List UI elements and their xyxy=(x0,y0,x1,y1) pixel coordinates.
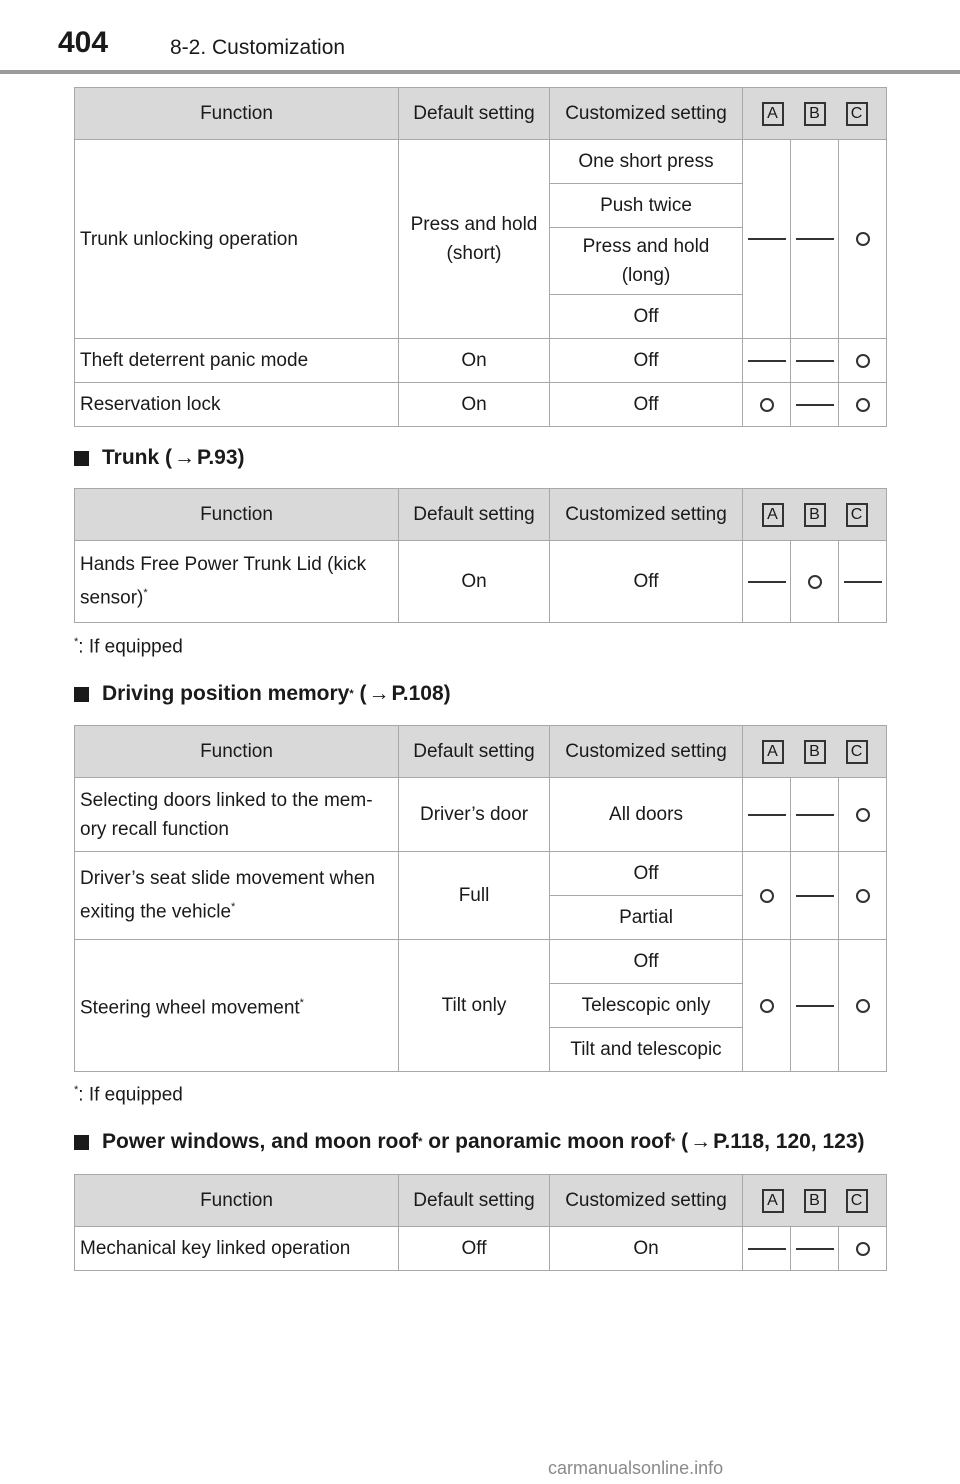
table-row xyxy=(75,383,887,427)
col-default: Default setting xyxy=(399,1175,550,1227)
circle-mark xyxy=(856,232,870,246)
dash-mark xyxy=(748,238,786,240)
b-cell xyxy=(791,339,839,383)
a-cell xyxy=(743,383,791,427)
table-trunk xyxy=(74,488,887,623)
watermark: carmanualsonline.info xyxy=(548,1458,724,1478)
c-cell xyxy=(839,1227,887,1271)
option-cell: Telescopic only xyxy=(550,984,743,1028)
table-row xyxy=(75,339,887,383)
page-header xyxy=(0,0,960,74)
dash-mark xyxy=(748,1248,786,1250)
dash-mark xyxy=(844,581,882,583)
default-cell: Driver’s door xyxy=(399,778,550,852)
a-cell xyxy=(743,852,791,940)
a-cell xyxy=(743,1227,791,1271)
dash-mark xyxy=(796,1248,834,1250)
col-abc: A B C xyxy=(743,489,887,541)
col-c: C xyxy=(846,102,868,126)
footnote: *: If equipped xyxy=(74,636,183,658)
table-header-row xyxy=(75,489,887,541)
default-cell: Off xyxy=(399,1227,550,1271)
a-cell xyxy=(743,940,791,1072)
default-cell: Full xyxy=(399,852,550,940)
circle-mark xyxy=(856,808,870,822)
circle-mark xyxy=(760,889,774,903)
dash-mark xyxy=(796,1005,834,1007)
col-abc: A B C xyxy=(743,1175,887,1227)
c-cell xyxy=(839,940,887,1072)
dash-mark xyxy=(748,581,786,583)
option-cell: One short press xyxy=(550,140,743,184)
a-cell xyxy=(743,778,791,852)
function-cell: Driver’s seat slide movement when exiting the vehicle* xyxy=(75,852,399,940)
table-row xyxy=(75,541,887,623)
col-a: A xyxy=(762,102,784,126)
col-abc: A B C xyxy=(743,726,887,778)
b-cell xyxy=(791,140,839,339)
function-cell: Mechanical key linked operation xyxy=(75,1227,399,1271)
b-cell xyxy=(791,1227,839,1271)
dash-mark xyxy=(796,360,834,362)
col-function: Function xyxy=(75,1175,399,1227)
col-customized: Customized setting xyxy=(550,1175,743,1227)
col-default: Default setting xyxy=(399,489,550,541)
function-cell: Reservation lock xyxy=(75,383,399,427)
section-heading-windows: Power windows, and moon roof * or panoramic moon roof * ( → P.118, 120, 123) xyxy=(74,1130,865,1154)
custom-cell: All doors xyxy=(550,778,743,852)
section-title: 8-2. Customization xyxy=(170,36,346,59)
col-function: Function xyxy=(75,726,399,778)
bullet-square-icon xyxy=(74,451,89,466)
col-function: Function xyxy=(75,489,399,541)
table-header-row xyxy=(75,726,887,778)
option-cell: Off xyxy=(550,940,743,984)
b-cell xyxy=(791,383,839,427)
custom-cell: Off xyxy=(550,339,743,383)
custom-cell: Off xyxy=(550,383,743,427)
custom-cell: Off xyxy=(550,541,743,623)
option-cell: Off xyxy=(550,295,743,339)
col-default: Default setting xyxy=(399,88,550,140)
header-rule xyxy=(0,70,960,74)
c-cell xyxy=(839,383,887,427)
footnote: *: If equipped xyxy=(74,1084,183,1106)
b-cell xyxy=(791,940,839,1072)
table-row xyxy=(75,1227,887,1271)
bullet-square-icon xyxy=(74,687,89,702)
table-row xyxy=(75,852,887,896)
circle-mark xyxy=(856,999,870,1013)
option-cell: Partial xyxy=(550,896,743,940)
dash-mark xyxy=(796,895,834,897)
function-cell: Trunk unlocking operation xyxy=(75,140,399,339)
table-header-row xyxy=(75,1175,887,1227)
table-row xyxy=(75,140,887,184)
circle-mark xyxy=(856,889,870,903)
dash-mark xyxy=(748,360,786,362)
table-door-lock xyxy=(74,87,887,427)
default-cell: On xyxy=(399,383,550,427)
function-cell: Hands Free Power Trunk Lid (kick sensor)* xyxy=(75,541,399,623)
circle-mark xyxy=(808,575,822,589)
b-cell xyxy=(791,778,839,852)
page-number: 404 xyxy=(58,26,109,59)
default-cell: On xyxy=(399,541,550,623)
default-cell: On xyxy=(399,339,550,383)
col-function: Function xyxy=(75,88,399,140)
bullet-square-icon xyxy=(74,1135,89,1150)
c-cell xyxy=(839,541,887,623)
circle-mark xyxy=(856,398,870,412)
section-heading-memory: Driving position memory * ( → P.108) xyxy=(74,682,451,706)
c-cell xyxy=(839,339,887,383)
section-heading-trunk: Trunk ( → P.93) xyxy=(74,446,245,470)
circle-mark xyxy=(760,398,774,412)
dash-mark xyxy=(796,404,834,406)
dash-mark xyxy=(796,814,834,816)
circle-mark xyxy=(856,354,870,368)
dash-mark xyxy=(796,238,834,240)
option-cell: Push twice xyxy=(550,184,743,228)
col-abc xyxy=(743,88,887,140)
a-cell xyxy=(743,541,791,623)
circle-mark xyxy=(760,999,774,1013)
function-cell: Steering wheel movement* xyxy=(75,940,399,1072)
dash-mark xyxy=(748,814,786,816)
b-cell xyxy=(791,852,839,940)
option-cell: Tilt and telescopic xyxy=(550,1028,743,1072)
col-customized: Customized setting xyxy=(550,489,743,541)
function-cell: Selecting doors linked to the mem- ory recall function xyxy=(75,778,399,852)
c-cell xyxy=(839,140,887,339)
option-cell: Off xyxy=(550,852,743,896)
default-cell: Tilt only xyxy=(399,940,550,1072)
table-windows xyxy=(74,1174,887,1271)
col-customized: Customized setting xyxy=(550,88,743,140)
col-customized: Customized setting xyxy=(550,726,743,778)
c-cell xyxy=(839,852,887,940)
custom-cell: On xyxy=(550,1227,743,1271)
table-row xyxy=(75,940,887,984)
a-cell xyxy=(743,339,791,383)
a-cell xyxy=(743,140,791,339)
table-header-row xyxy=(75,88,887,140)
b-cell xyxy=(791,541,839,623)
table-row xyxy=(75,778,887,852)
col-default: Default setting xyxy=(399,726,550,778)
circle-mark xyxy=(856,1242,870,1256)
table-memory xyxy=(74,725,887,1072)
function-cell: Theft deterrent panic mode xyxy=(75,339,399,383)
col-b: B xyxy=(804,102,826,126)
c-cell xyxy=(839,778,887,852)
option-cell: Press and hold (long) xyxy=(550,228,743,295)
default-cell: Press and hold (short) xyxy=(399,140,550,339)
